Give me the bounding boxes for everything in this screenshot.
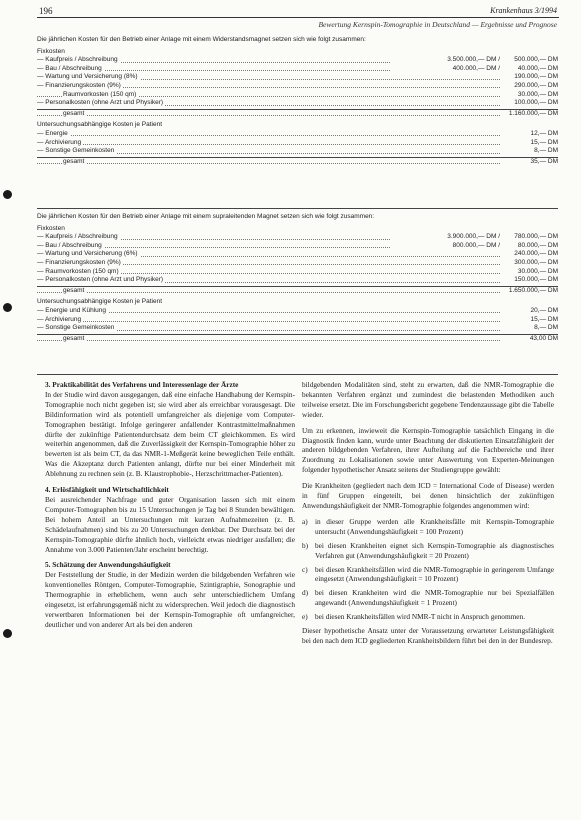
cost-label: — Sonstige Gemeinkosten (37, 147, 115, 155)
list-marker: d) (302, 588, 309, 598)
list-item (302, 565, 554, 585)
page-number: 196 (39, 6, 53, 16)
list-item (302, 612, 554, 622)
dot-leader (37, 135, 558, 136)
cost-label: — Personalkosten (ohne Arzt und Physiker) (37, 99, 164, 107)
cost-base-value: 400.000,— DM / (390, 65, 500, 74)
paragraph: Die Krankheiten (gegliedert nach dem ICD = International Code of Disease) werden in fünf Gruppen eingeteilt, bei denen hinsichtlich der zukünftigen Anwendungshäufigkeit der NMR-Tomographie folgendes angenommen wird: (302, 481, 554, 510)
cost-label: — Wartung und Versicherung (6%) (37, 250, 138, 258)
group-title: Fixkosten (37, 224, 65, 232)
cost-row (37, 233, 558, 242)
list-marker: a) (302, 516, 308, 526)
cost-label: — Kaufpreis / Abschreibung (37, 233, 118, 241)
cost-row (37, 130, 558, 139)
punch-hole-mark (3, 303, 12, 312)
list-marker: e) (302, 612, 308, 622)
cost-base-value: 3.500.000,— DM / (390, 56, 500, 65)
cost-box-resistive-magnet (37, 36, 558, 166)
fixed-costs-group (37, 48, 558, 119)
punch-hole-mark (3, 190, 12, 199)
cost-row (37, 73, 558, 82)
total-amount: 1.160.000,— DM (500, 110, 558, 119)
cost-row (37, 250, 558, 259)
paragraph: In der Studie wird davon ausgegangen, daß eine einfache Handhabung der Kernspin-Tomographie noch nicht gegeben ist; sie wird aber als erreichbar vorausgesagt. Die Bildinformation wird als potentiell umfangreicher als diejenige vom Computer-Tomographen bestätigt. Infolge geringerer anfallender Kontrastmittelmaßnahmen dürfte der zukünftige Patientendurchsatz dem beim CT gleichkommen. Es wird weiterhin angenommen, daß die Zuverlässigkeit der Kernspin-Tomographie höher zu bewerten ist als beim CT, da das NMR-1-Meßgerät keine beweglichen Teile enthält. Was die Akzeptanz durch Patienten anlangt, dürfte nur bei einer Minderheit mit Ablehnung zu rechnen sein (z. B. Klaustrophobie-, Herzschrittmacher-Patienten). (45, 389, 295, 479)
cost-amount: 40.000,— DM (500, 65, 558, 74)
box-separator-rule (37, 374, 558, 375)
total-amount: 35,— DM (500, 158, 558, 167)
cost-row (37, 139, 558, 148)
list-item (302, 541, 554, 561)
cost-amount: 15,— DM (500, 316, 558, 325)
cost-label: — Finanzierungskosten (9%) (37, 81, 121, 89)
cost-amount: 780.000,— DM (500, 233, 558, 242)
list-text: bei diesen Krankheitsfällen wird die NMR-Tomographie in geringerem Umfange eingesetzt (Anwendungshäufigkeit = 10 Prozent) (315, 564, 554, 584)
cost-amount: 15,— DM (500, 139, 558, 148)
dot-leader (37, 144, 558, 145)
cost-label: — Raumvorkosten (150 qm) (37, 267, 119, 275)
list-item (302, 588, 554, 608)
cost-label: — Finanzierungskosten (9%) (37, 258, 121, 266)
list-text: bei diesen Krankheiten eignet sich Kernspin-Tomographie als diagnostisches Verfahren gut (Anwendungshäufigkeit = 20 Prozent) (315, 540, 554, 560)
cost-amount: 8,— DM (500, 324, 558, 333)
section-heading: 5. Schätzung der Anwendungshäufigkeit (45, 560, 171, 570)
list-marker: c) (302, 564, 308, 574)
cost-amount: 30.000,— DM (500, 268, 558, 277)
cost-amount: 12,— DM (500, 130, 558, 139)
cost-label: — Sonstige Gemeinkosten (37, 324, 115, 332)
disease-group-list (302, 517, 554, 622)
cost-box-intro: Die jährlichen Kosten für den Betrieb einer Anlage mit einem Widerstandsmagnet setzen sich wie folgt zusammen: (37, 36, 366, 43)
cost-row (37, 82, 558, 91)
dot-leader (37, 321, 558, 322)
cost-total-row (37, 287, 558, 296)
cost-amount: 240.000,— DM (500, 250, 558, 259)
cost-amount: 500.000,— DM (500, 56, 558, 65)
total-label: gesamt (63, 109, 85, 117)
cost-amount: 100.000,— DM (500, 99, 558, 108)
cost-amount: 20,— DM (500, 307, 558, 316)
cost-base-value: 3.900.000,— DM / (390, 233, 500, 242)
cost-row (37, 242, 558, 251)
left-text-column (45, 380, 295, 636)
group-title: Untersuchungsabhängige Kosten je Patient (37, 121, 163, 129)
box-separator-rule (37, 208, 558, 209)
fixed-costs-group (37, 225, 558, 296)
cost-amount: 150.000,— DM (500, 276, 558, 285)
cost-label: — Personalkosten (ohne Arzt und Physiker) (37, 276, 164, 284)
cost-label: — Energie und Kühlung (37, 306, 107, 314)
cost-label: — Energie (37, 129, 68, 137)
list-text: in dieser Gruppe werden alle Krankheitsfälle mit Kernspin-Tomographie untersucht (Anwendungshäufigkeit = 100 Prozent) (315, 516, 554, 536)
cost-row (37, 268, 558, 277)
total-label: gesamt (63, 286, 85, 294)
variable-costs-group (37, 121, 558, 166)
running-title: Bewertung Kernspin-Tomographie in Deutschland — Ergebnisse und Prognose (318, 20, 557, 29)
cost-amount: 80.000,— DM (500, 242, 558, 251)
section-heading: 3. Praktikabilität des Verfahrens und Interessenlage der Ärzte (45, 380, 239, 389)
cost-row (37, 65, 558, 74)
cost-row (37, 147, 558, 156)
section-heading: 4. Erlösfähigkeit und Wirtschaftlichkeit (45, 485, 169, 495)
total-label: gesamt (63, 157, 85, 165)
cost-label: — Archivierung (37, 138, 82, 146)
cost-base-value: 800.000,— DM / (390, 242, 500, 251)
paragraph: Der Feststellung der Studie, in der Medizin werden die bildgebenden Verfahren wie konventionelles Röntgen, Computer-Tomographie, Szintigraphie, Sonographie und Thermographie in erheblichem, wenn auch sehr unterschiedlichem Umfang eingesetzt, ist erfahrungsgemäß nicht zu widersprechen. Weil jedoch die diagnostisch verwertbaren Informationen bei der Kernspin-Tomographie oft umfangreicher, deutlicher und von anderer Art als bei den anderen (45, 570, 295, 629)
header-rule (37, 17, 559, 18)
punch-hole-mark (3, 629, 12, 638)
list-item (302, 517, 554, 537)
list-text: bei diesen Krankheiten wird die NMR-Tomographie nur bei Spezialfällen angewandt (Anwendungshäufigkeit = 1 Prozent) (315, 588, 554, 608)
cost-label: Raumvorkosten (150 qm) (63, 90, 137, 98)
paragraph: bildgebenden Modalitäten sind, steht zu erwarten, daß die NMR-Tomographie die bekannten Verfahren ergänzt und zumindest die belastenden Methodiken auch teilweise ersetzt. Die im Forschungsbericht gegebene Tendenzaussage gibt die Tabelle wieder. (302, 380, 554, 419)
paragraph: Dieser hypothetische Ansatz unter der Voraussetzung erwarteter Leistungsfähigkeit bei den nach dem ICD gegliederten Krankheitsbildern führt bei den in der Bundesrep. (302, 626, 554, 645)
cost-box-superconducting-magnet (37, 213, 558, 343)
total-amount: 1.650.000,— DM (500, 287, 558, 296)
cost-total-row (37, 110, 558, 119)
cost-row (37, 259, 558, 268)
cost-total-row (37, 158, 558, 167)
cost-label: — Bau / Abschreibung (37, 241, 102, 249)
cost-amount: 190.000,— DM (500, 73, 558, 82)
cost-amount: 300.000,— DM (500, 259, 558, 268)
cost-total-row (37, 335, 558, 344)
cost-amount: 30.000,— DM (500, 91, 558, 100)
paragraph: Um zu erkennen, inwieweit die Kernspin-Tomographie tatsächlich Eingang in die Diagnostik finden kann, wurde unter Beachtung der diskutierten Einsatzfähigkeit der anderen bildgebenden Verfahren, ihrer Aufteilung auf die Fachbereiche und ihrer Zuordnung zu Lokalisationen sowie unter Auswertung von Experten-Meinungen folgender hypothetischer Ansatz seitens der Studiengruppe gewählt: (302, 425, 554, 475)
cost-row (37, 316, 558, 325)
cost-row (37, 99, 558, 108)
group-title: Untersuchungsabhängige Kosten je Patient (37, 298, 163, 306)
list-marker: b) (302, 540, 309, 550)
total-label: gesamt (63, 334, 85, 342)
total-amount: 43,00 DM (500, 335, 558, 344)
cost-amount: 290.000,— DM (500, 82, 558, 91)
group-title: Fixkosten (37, 47, 65, 55)
cost-row (37, 307, 558, 316)
cost-row (37, 276, 558, 285)
cost-row (37, 91, 558, 100)
dot-leader (37, 312, 558, 313)
cost-row (37, 324, 558, 333)
paragraph: Bei ausreichender Nachfrage und guter Organisation lassen sich mit einem Computer-Tomographen bis zu 15 Untersuchungen je Tag bei 8 Stunden bewältigen. Bei hohem Anteil an Untersuchungen mit kurzen Aufnahmezeiten (z. B. Schädelaufnahmen) sind bis zu 20 Untersuchungen denkbar. Der Durchsatz bei der Kernspin-Tomographie dürfte ähnlich hoch, vielleicht etwas niedriger ausfallen; die Annahme von 3.000 Patienten/Jahr erscheint berechtigt. (45, 494, 295, 554)
cost-label: — Kaufpreis / Abschreibung (37, 56, 118, 64)
right-text-column (302, 380, 554, 652)
cost-row (37, 56, 558, 65)
cost-box-intro: Die jährlichen Kosten für den Betrieb einer Anlage mit einem supraleitenden Magnet setzen sich wie folgt zusammen: (37, 213, 375, 220)
journal-title: Krankenhaus 3/1994 (490, 6, 557, 15)
variable-costs-group (37, 298, 558, 343)
list-text: bei diesen Krankheitsfällen wird NMR-T nicht in Anspruch genommen. (315, 612, 526, 622)
cost-amount: 8,— DM (500, 147, 558, 156)
cost-label: — Archivierung (37, 315, 82, 323)
cost-label: — Bau / Abschreibung (37, 64, 102, 72)
cost-label: — Wartung und Versicherung (8%) (37, 73, 138, 81)
